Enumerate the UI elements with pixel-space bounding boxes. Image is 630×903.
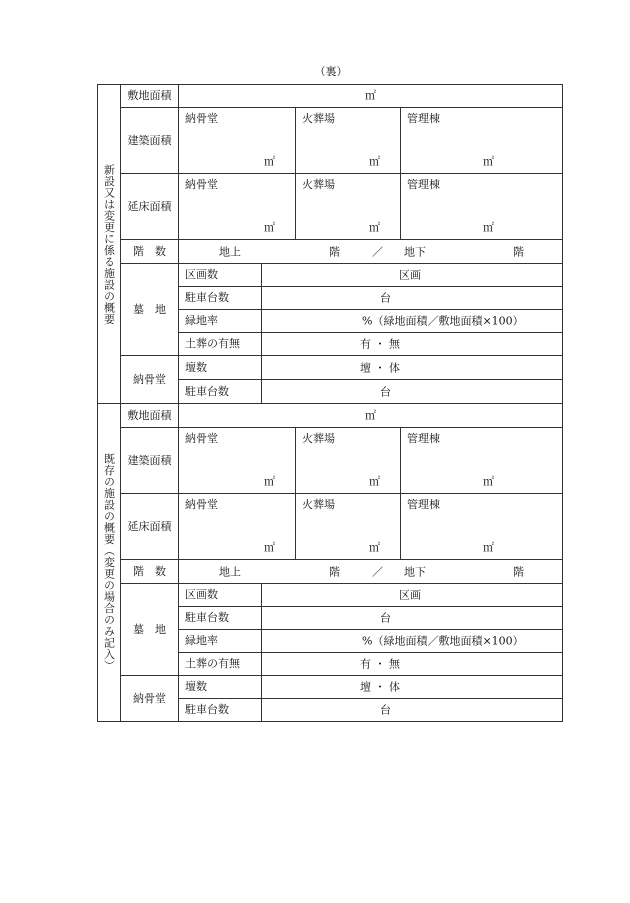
new-floor-area-management-label: 管理棟 xyxy=(407,178,440,191)
existing-floor-area-crematorium-field[interactable] xyxy=(296,494,401,560)
new-cemetery-green-ratio-field[interactable] xyxy=(262,310,563,333)
existing-site-area-unit: ㎡ xyxy=(365,408,376,422)
new-building-area-crematorium-unit: ㎡ xyxy=(369,154,380,168)
new-storeys-field[interactable] xyxy=(179,240,563,264)
existing-cemetery-plots-field[interactable] xyxy=(262,584,563,607)
existing-cemetery-green-ratio-label: 緑地率 xyxy=(179,630,262,653)
new-ossuary-altars-field[interactable] xyxy=(262,356,563,380)
new-floor-area-ossuary-unit: ㎡ xyxy=(264,220,275,234)
existing-floor-area-management-field[interactable] xyxy=(401,494,563,560)
new-cemetery-green-ratio-formula: %（緑地面積／敷地面積×100） xyxy=(362,314,524,328)
existing-floor-area-management-unit: ㎡ xyxy=(483,540,494,554)
new-ossuary-label: 納骨堂 xyxy=(121,356,179,404)
new-floor-area-management-field[interactable] xyxy=(401,174,563,240)
new-below-ground-unit: 階 xyxy=(513,244,524,258)
new-cemetery-plots-unit: 区画 xyxy=(399,268,421,282)
new-storeys-separator: ／ xyxy=(372,244,383,258)
new-cemetery-plots-field[interactable] xyxy=(262,264,563,287)
existing-cemetery-label: 墓 地 xyxy=(121,584,179,676)
existing-ossuary-parking-label: 駐車台数 xyxy=(179,699,262,722)
new-cemetery-parking-unit: 台 xyxy=(380,291,391,305)
new-above-ground-label: 地上 xyxy=(219,244,241,258)
new-floor-area-label: 延床面積 xyxy=(121,174,179,240)
existing-below-ground-label: 地下 xyxy=(404,564,426,578)
existing-building-area-crematorium-field[interactable] xyxy=(296,428,401,494)
existing-building-area-crematorium-label: 火葬場 xyxy=(302,432,335,445)
existing-below-ground-unit: 階 xyxy=(513,564,524,578)
new-floor-area-ossuary-field[interactable] xyxy=(179,174,296,240)
existing-facility-section xyxy=(97,404,563,722)
new-floor-area-crematorium-unit: ㎡ xyxy=(369,220,380,234)
new-below-ground-label: 地下 xyxy=(404,244,426,258)
new-facility-section xyxy=(97,84,563,404)
new-building-area-ossuary-label: 納骨堂 xyxy=(185,112,218,125)
existing-cemetery-parking-field[interactable] xyxy=(262,607,563,630)
new-section-heading-cell xyxy=(97,84,121,404)
existing-cemetery-burial-label: 土葬の有無 xyxy=(179,653,262,676)
existing-building-area-ossuary-field[interactable] xyxy=(179,428,296,494)
new-above-ground-unit: 階 xyxy=(329,244,340,258)
new-building-area-ossuary-unit: ㎡ xyxy=(264,154,275,168)
new-floor-area-management-unit: ㎡ xyxy=(483,220,494,234)
existing-ossuary-label: 納骨堂 xyxy=(121,676,179,722)
existing-section-heading: 既存の施設の概要（変更の場合のみ記入） xyxy=(102,453,116,672)
new-building-area-label: 建築面積 xyxy=(121,108,179,174)
new-building-area-management-label: 管理棟 xyxy=(407,112,440,125)
existing-storeys-separator: ／ xyxy=(372,564,383,578)
new-building-area-management-unit: ㎡ xyxy=(483,154,494,168)
existing-cemetery-plots-label: 区画数 xyxy=(179,584,262,607)
existing-building-area-management-unit: ㎡ xyxy=(483,474,494,488)
existing-cemetery-parking-unit: 台 xyxy=(380,611,391,625)
existing-floor-area-crematorium-label: 火葬場 xyxy=(302,498,335,511)
existing-above-ground-label: 地上 xyxy=(219,564,241,578)
new-building-area-crematorium-label: 火葬場 xyxy=(302,112,335,125)
new-building-area-ossuary-field[interactable] xyxy=(179,108,296,174)
existing-floor-area-management-label: 管理棟 xyxy=(407,498,440,511)
new-ossuary-altars-unit: 壇 ・ 体 xyxy=(360,360,400,374)
existing-building-area-ossuary-label: 納骨堂 xyxy=(185,432,218,445)
existing-above-ground-unit: 階 xyxy=(329,564,340,578)
new-cemetery-burial-label: 土葬の有無 xyxy=(179,333,262,356)
page-side-title: （裏） xyxy=(314,65,348,78)
new-cemetery-parking-label: 駐車台数 xyxy=(179,287,262,310)
existing-site-area-field[interactable] xyxy=(179,404,563,428)
new-floor-area-ossuary-label: 納骨堂 xyxy=(185,178,218,191)
existing-storeys-field[interactable] xyxy=(179,560,563,584)
existing-site-area-label: 敷地面積 xyxy=(121,404,179,428)
new-floor-area-crematorium-field[interactable] xyxy=(296,174,401,240)
existing-floor-area-ossuary-field[interactable] xyxy=(179,494,296,560)
existing-section-heading-cell xyxy=(97,404,121,722)
new-site-area-unit: ㎡ xyxy=(365,89,376,103)
existing-building-area-crematorium-unit: ㎡ xyxy=(369,474,380,488)
new-ossuary-parking-unit: 台 xyxy=(380,384,391,398)
existing-ossuary-parking-unit: 台 xyxy=(380,703,391,717)
new-cemetery-plots-label: 区画数 xyxy=(179,264,262,287)
existing-cemetery-plots-unit: 区画 xyxy=(399,588,421,602)
existing-cemetery-burial-options: 有 ・ 無 xyxy=(360,657,400,671)
new-site-area-field[interactable] xyxy=(179,84,563,108)
existing-cemetery-parking-label: 駐車台数 xyxy=(179,607,262,630)
new-ossuary-altars-label: 壇数 xyxy=(179,356,262,380)
existing-building-area-label: 建築面積 xyxy=(121,428,179,494)
new-ossuary-parking-label: 駐車台数 xyxy=(179,380,262,404)
new-cemetery-label: 墓 地 xyxy=(121,264,179,356)
new-floor-area-crematorium-label: 火葬場 xyxy=(302,178,335,191)
new-section-heading: 新設又は変更に係る施設の概要 xyxy=(102,163,116,325)
existing-floor-area-crematorium-unit: ㎡ xyxy=(369,540,380,554)
existing-ossuary-parking-field[interactable] xyxy=(262,699,563,722)
new-building-area-management-field[interactable] xyxy=(401,108,563,174)
existing-cemetery-green-ratio-field[interactable] xyxy=(262,630,563,653)
new-cemetery-burial-options: 有 ・ 無 xyxy=(360,337,400,351)
existing-floor-area-ossuary-label: 納骨堂 xyxy=(185,498,218,511)
existing-ossuary-altars-field[interactable] xyxy=(262,676,563,699)
new-cemetery-green-ratio-label: 緑地率 xyxy=(179,310,262,333)
existing-ossuary-altars-label: 壇数 xyxy=(179,676,262,699)
new-cemetery-parking-field[interactable] xyxy=(262,287,563,310)
existing-floor-area-label: 延床面積 xyxy=(121,494,179,560)
new-building-area-crematorium-field[interactable] xyxy=(296,108,401,174)
existing-building-area-management-label: 管理棟 xyxy=(407,432,440,445)
new-ossuary-parking-field[interactable] xyxy=(262,380,563,404)
new-site-area-label: 敷地面積 xyxy=(121,84,179,108)
existing-storeys-label: 階 数 xyxy=(121,560,179,584)
new-cemetery-burial-field[interactable] xyxy=(262,333,563,356)
existing-cemetery-burial-field[interactable] xyxy=(262,653,563,676)
existing-building-area-management-field[interactable] xyxy=(401,428,563,494)
existing-building-area-ossuary-unit: ㎡ xyxy=(264,474,275,488)
existing-floor-area-ossuary-unit: ㎡ xyxy=(264,540,275,554)
existing-cemetery-green-ratio-formula: %（緑地面積／敷地面積×100） xyxy=(362,634,524,648)
new-storeys-label: 階 数 xyxy=(121,240,179,264)
existing-ossuary-altars-unit: 壇 ・ 体 xyxy=(360,680,400,694)
